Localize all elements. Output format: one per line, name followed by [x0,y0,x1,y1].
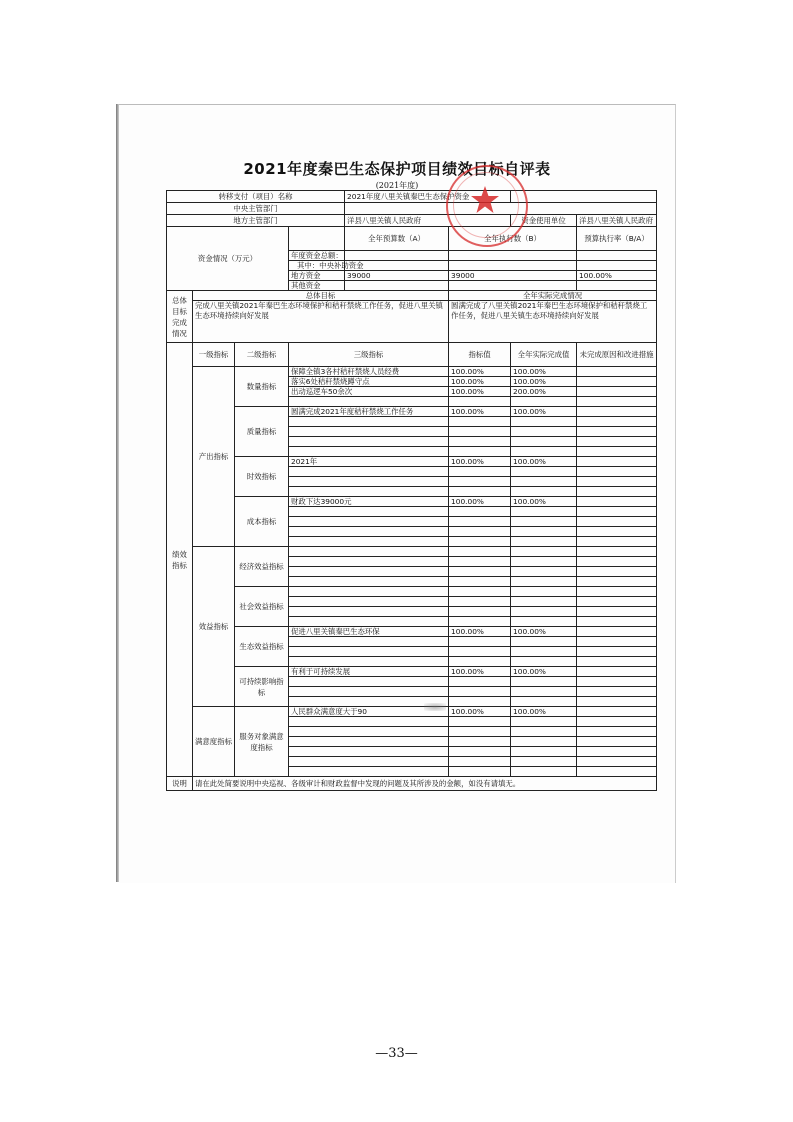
funding-row-name: 地方资金 [289,271,345,281]
target-value: 100.00% [449,707,511,717]
target-value: 100.00% [449,667,511,677]
level3-name: 财政下达39000元 [289,497,449,507]
target-value: 100.00% [449,497,511,507]
quality-indicator-label: 质量指标 [235,407,289,457]
user-unit-value: 洋县八里关镇人民政府 [577,215,657,227]
level3-name: 保障全镇3各村秸秆禁烧人员经费 [289,367,449,377]
col-rate-header: 预算执行率（B/A） [577,227,657,251]
funding-row-rate [577,261,657,271]
funding-row-exec [449,251,577,261]
level3-name: 落实6处秸秆禁烧蹲守点 [289,377,449,387]
header-level3: 三级指标 [289,343,449,367]
local-dept-label: 地方主管部门 [167,215,345,227]
project-name-value: 2021年度八里关镇秦巴生态保护资金 [345,191,511,203]
actual-value: 100.00% [511,377,577,387]
cost-indicator-label: 成本指标 [235,497,289,547]
col-exec-header: 全年执行数（B） [449,227,577,251]
funding-row-name: 其他资金 [289,281,345,291]
local-dept-value: 洋县八里关镇人民政府 [345,215,511,227]
actual-value: 100.00% [511,497,577,507]
funding-row-exec: 39000 [449,271,577,281]
actual-value: 100.00% [511,407,577,417]
funding-row-budget [345,281,449,291]
reason-cell [577,377,657,387]
economic-indicator-label: 经济效益指标 [235,547,289,587]
project-name-label: 转移支付（项目）名称 [167,191,345,203]
indicators-section-label: 绩效指标 [167,343,193,777]
reason-cell [577,457,657,467]
level3-name: 促进八里关镇秦巴生态环保 [289,627,449,637]
star-icon [470,185,500,215]
reason-cell [577,497,657,507]
header-level1: 一级指标 [193,343,235,367]
level3-name: 圆满完成2021年度秸秆禁烧工作任务 [289,407,449,417]
level3-name: 2021年 [289,457,449,467]
blank-cell [289,227,345,251]
output-indicator-label: 产出指标 [193,367,235,547]
funding-row-name: 其中：中央补助资金 [289,261,345,271]
page-number: —33— [375,1046,418,1061]
funding-row-budget [345,251,449,261]
social-indicator-label: 社会效益指标 [235,587,289,627]
target-value: 100.00% [449,407,511,417]
overall-actual-text: 圆满完成了八里关镇2021年秦巴生态环境保护和秸秆禁烧工作任务，促进八里关镇生态环境持续向好发展 [449,301,657,343]
target-value: 100.00% [449,387,511,397]
overall-label: 总体目标完成情况 [167,291,193,343]
funding-row-budget: 39000 [345,271,449,281]
scan-smudge [424,703,446,711]
actual-value: 100.00% [511,707,577,717]
funding-row-rate [577,251,657,261]
funding-row-exec [449,261,577,271]
ecological-indicator-label: 生态效益指标 [235,627,289,667]
funding-label: 资金情况（万元） [167,227,289,291]
reason-cell [577,707,657,717]
header-target: 指标值 [449,343,511,367]
level3-name: 出动巡逻车50余次 [289,387,449,397]
funding-row-name: 年度资金总额： [289,251,345,261]
funding-row-rate: 100.00% [577,271,657,281]
funding-row-rate [577,281,657,291]
actual-value: 100.00% [511,627,577,637]
level3-name: 人民群众满意度大于90 [289,707,449,717]
level3-name: 有利于可持续发展 [289,667,449,677]
actual-value: 100.00% [511,367,577,377]
sustainable-indicator-label: 可持续影响指标 [235,667,289,707]
target-value: 100.00% [449,367,511,377]
effect-indicator-label: 效益指标 [193,547,235,707]
timeliness-indicator-label: 时效指标 [235,457,289,497]
service-satisfaction-label: 服务对象满意度指标 [235,707,289,777]
user-unit-label: 资金使用单位 [511,215,577,227]
overall-goal-text: 完成八里关镇2021年秦巴生态环境保护和秸秆禁烧工作任务，促进八里关镇生态环境持续向好发展 [193,301,449,343]
reason-cell [577,367,657,377]
funding-row-exec [449,281,577,291]
overall-goal-header: 总体目标 [193,291,449,301]
note-text: 请在此处简要说明中央巡视、各级审计和财政监督中发现的问题及其所涉及的金额，如没有请填无。 [193,777,657,791]
reason-cell [577,627,657,637]
header-reason: 未完成原因和改进措施 [577,343,657,367]
reason-cell [577,407,657,417]
reason-cell [577,667,657,677]
evaluation-table [166,190,657,791]
quantity-indicator-label: 数量指标 [235,367,289,407]
target-value: 100.00% [449,627,511,637]
document-title: 2021年度秦巴生态保护项目绩效目标自评表 [243,160,551,178]
target-value: 100.00% [449,377,511,387]
reason-cell [577,387,657,397]
satisfaction-indicator-label: 满意度指标 [193,707,235,777]
header-actual: 全年实际完成值 [511,343,577,367]
col-budget-header: 全年预算数（A） [345,227,449,251]
actual-value: 100.00% [511,667,577,677]
actual-value: 200.00% [511,387,577,397]
overall-actual-header: 全年实际完成情况 [449,291,657,301]
header-level2: 二级指标 [235,343,289,367]
blank-cell [511,191,657,203]
actual-value: 100.00% [511,457,577,467]
central-dept-label: 中央主管部门 [167,203,345,215]
official-seal [446,165,528,247]
target-value: 100.00% [449,457,511,467]
document-year: (2021年度) [375,181,419,190]
note-label: 说明 [167,777,193,791]
